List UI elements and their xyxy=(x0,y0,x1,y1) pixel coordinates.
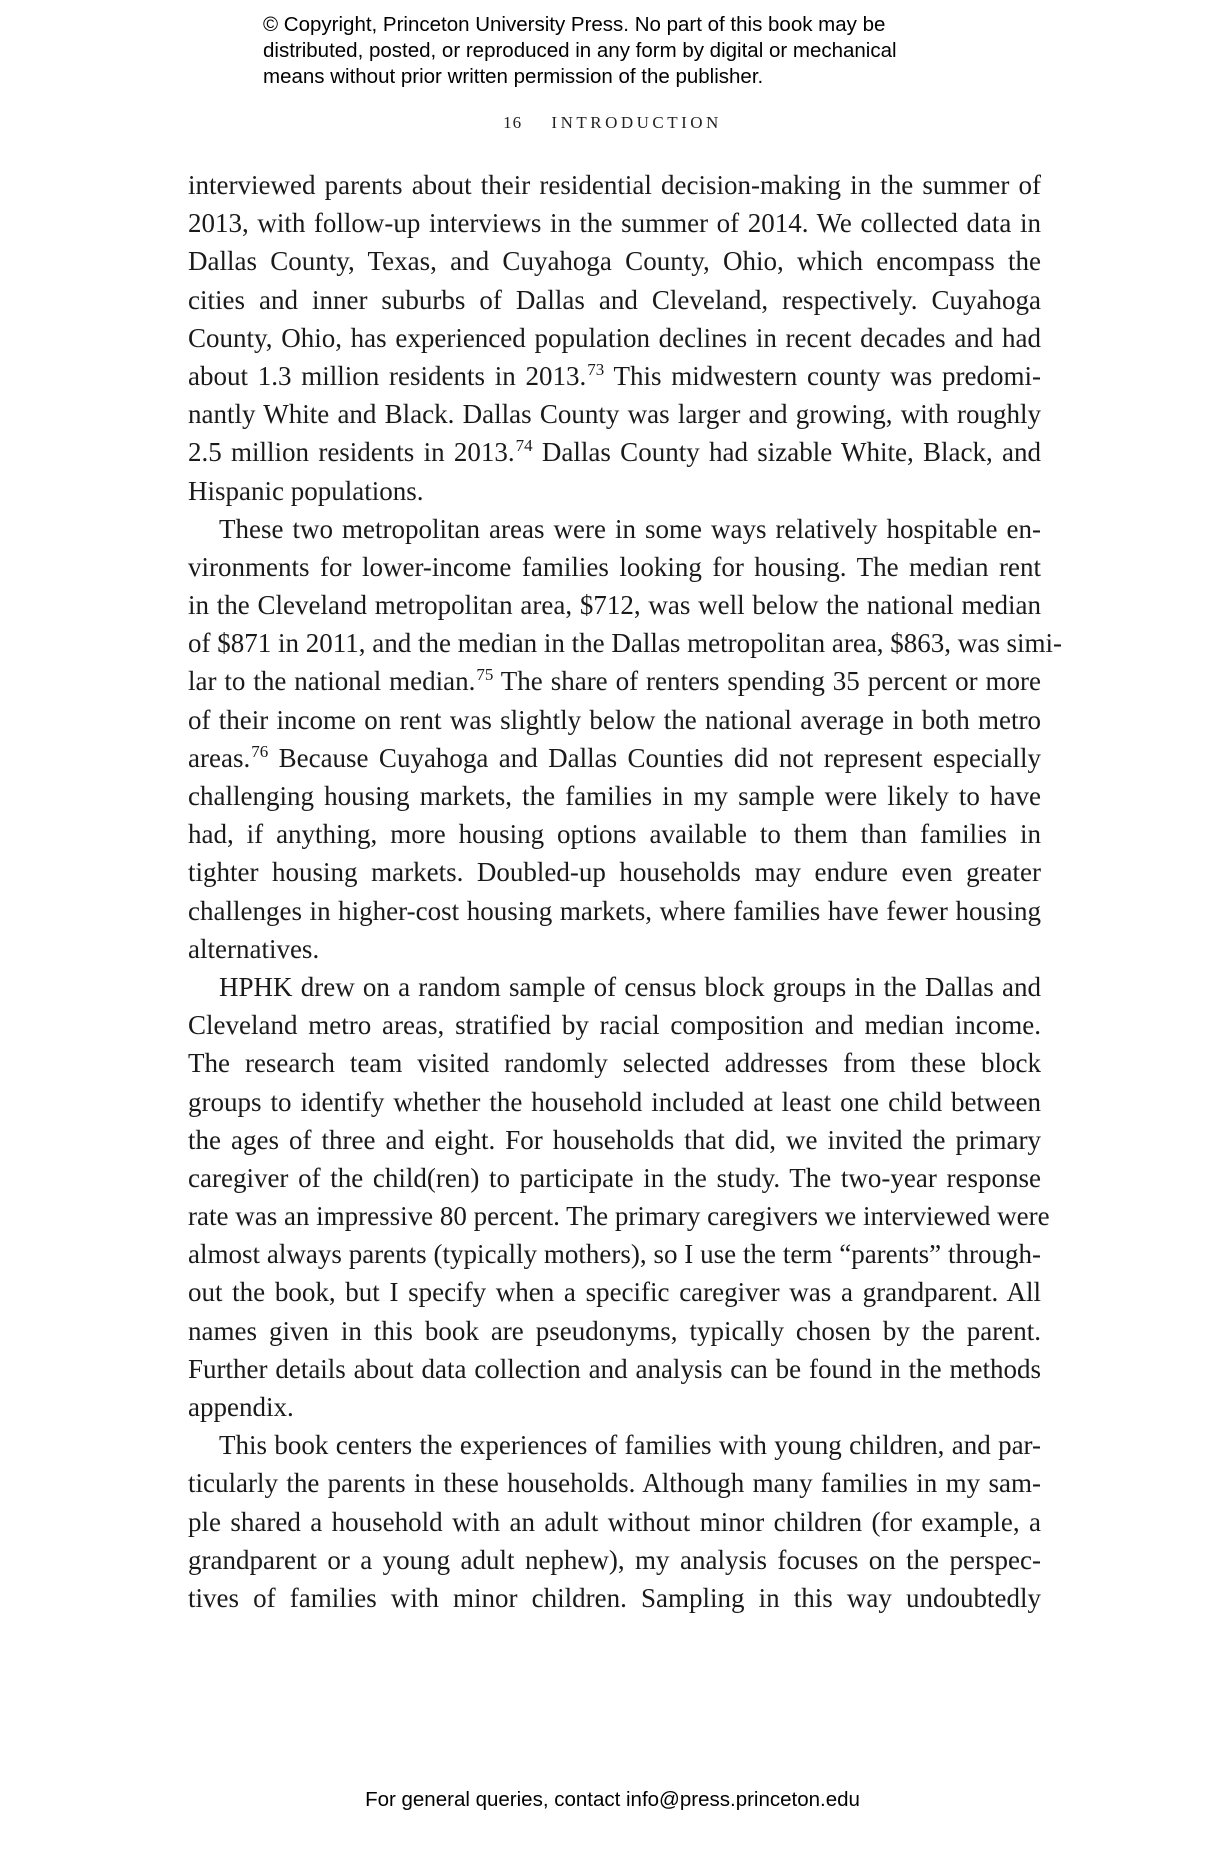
text-line: vironments for lower-income families looking for housing. The median rent xyxy=(188,551,1041,582)
text-line: rate was an impressive 80 percent. The primary caregivers we interviewed were xyxy=(188,1201,1050,1232)
copyright-line: distributed, posted, or reproduced in any form by digital or mechanical xyxy=(263,39,897,62)
text-line: in the Cleveland metropolitan area, $712, was well below the national median xyxy=(188,590,1041,621)
text-line: caregiver of the child(ren) to participate in the study. The two-year response xyxy=(188,1162,1041,1193)
copyright-line: means without prior written permission of the publisher. xyxy=(263,65,764,88)
text-line: challenges in higher-cost housing markets, where families have fewer housing xyxy=(188,895,1041,926)
body-text xyxy=(188,166,1063,1617)
text-line: of their income on rent was slightly below the national average in both metro xyxy=(188,704,1041,735)
text-line: about 1.3 million residents in 2013.73 This midwestern county was predomi- xyxy=(188,359,1041,391)
text-line: ticularly the parents in these households. Although many families in my sam- xyxy=(188,1468,1041,1499)
text-line: names given in this book are pseudonyms, typically chosen by the parent. xyxy=(188,1315,1041,1346)
text-line: ple shared a household with an adult without minor children (for example, a xyxy=(188,1506,1041,1537)
footer-contact: For general queries, contact info@press.princeton.edu xyxy=(365,1788,860,1811)
text-line: County, Ohio, has experienced population declines in recent decades and had xyxy=(188,322,1041,353)
text-line: The research team visited randomly selected addresses from these block xyxy=(188,1048,1041,1079)
text-line: grandparent or a young adult nephew), my analysis focuses on the perspec- xyxy=(188,1544,1041,1575)
text-line: challenging housing markets, the families in my sample were likely to have xyxy=(188,781,1041,811)
text-line: These two metropolitan areas were in some ways relatively hospitable en- xyxy=(219,513,1041,544)
text-line: Hispanic populations. xyxy=(188,475,424,506)
text-line: almost always parents (typically mothers), so I use the term “parents” through- xyxy=(188,1239,1041,1270)
footnote-marker[interactable]: 75 xyxy=(476,665,494,685)
text-line: Further details about data collection and analysis can be found in the methods xyxy=(188,1353,1041,1384)
text-line: This book centers the experiences of families with young children, and par- xyxy=(219,1430,1041,1461)
text-line: appendix. xyxy=(188,1392,294,1422)
copyright-notice xyxy=(263,12,1023,90)
footnote-marker[interactable]: 73 xyxy=(587,359,605,379)
text-line: Dallas County, Texas, and Cuyahoga County, Ohio, which encompass the xyxy=(188,246,1041,277)
text-line: tighter housing markets. Doubled-up households may endure even greater xyxy=(188,857,1041,888)
text-line: had, if anything, more housing options available to them than families in xyxy=(188,819,1041,850)
text-line: lar to the national median.$^{75}$ The share of renters spending 35 percent or more xyxy=(188,665,1041,697)
text-line: areas.$^{76}$ Because Cuyahoga and Dallas Counties did not represent especially xyxy=(188,741,1041,773)
copyright-line: © Copyright, Princeton University Press. No part of this book may be xyxy=(263,13,886,36)
text-line: 2013, with follow-up interviews in the summer of 2014. We collected data in xyxy=(188,208,1041,239)
text-line: of $871 in 2011, and the median in the Dallas metropolitan area, $863, was simi- xyxy=(188,628,1063,659)
text-line: 2.5 million residents in 2013.74 Dallas County had sizable White, Black, and xyxy=(188,436,1041,468)
footnote-marker[interactable]: 74 xyxy=(515,436,533,456)
text-line: out the book, but I specify when a specific caregiver was a grandparent. All xyxy=(188,1277,1041,1308)
footnote-marker[interactable]: 76 xyxy=(251,741,269,761)
text-line: the ages of three and eight. For households that did, we invited the primary xyxy=(188,1124,1041,1155)
chapter-title: INTRODUCTION xyxy=(551,113,722,132)
text-line: tives of families with minor children. Sampling in this way undoubtedly xyxy=(188,1582,1041,1613)
text-line: nantly White and Black. Dallas County was larger and growing, with roughly xyxy=(188,399,1041,430)
text-line: alternatives. xyxy=(188,933,320,964)
text-line: interviewed parents about their residential decision-making in the summer of xyxy=(188,170,1041,200)
text-line: HPHK drew on a random sample of census block groups in the Dallas and xyxy=(219,971,1041,1002)
text-line: Cleveland metro areas, stratified by racial composition and median income. xyxy=(188,1010,1041,1041)
text-line: cities and inner suburbs of Dallas and Cleveland, respectively. Cuyahoga xyxy=(188,284,1041,315)
text-line: groups to identify whether the household included at least one child between xyxy=(188,1086,1041,1117)
page-number: 16 xyxy=(503,113,523,132)
running-head xyxy=(0,113,1225,133)
